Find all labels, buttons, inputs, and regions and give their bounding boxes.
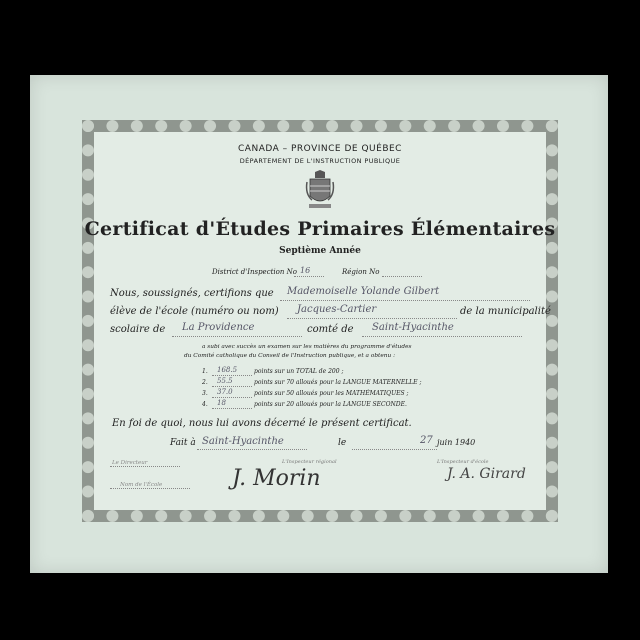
county: Saint-Hyacinthe <box>372 322 454 333</box>
fait-place-line <box>197 449 307 450</box>
county-label: comté de <box>307 324 354 335</box>
header-country: CANADA – PROVINCE DE QUÉBEC <box>238 144 402 154</box>
school-inspector-signature: J. A. Girard <box>447 466 526 482</box>
school-name-label: Nom de l'École <box>120 482 163 488</box>
score-num: 4. <box>202 401 208 408</box>
coat-of-arms-icon <box>304 170 336 212</box>
score-line <box>212 397 252 398</box>
regional-inspector-label: L'Inspecteur régional <box>282 459 337 465</box>
score-value: 37.0 <box>217 388 233 396</box>
director-label: Le Directeur <box>112 460 148 466</box>
certificate-content <box>82 120 558 522</box>
closing-statement: En foi de quoi, nous lui avons décerné le présent certificat. <box>112 418 412 429</box>
district-value: 16 <box>300 266 311 275</box>
region-label: Région No <box>342 268 380 276</box>
score-line <box>212 408 252 409</box>
line1-label: Nous, soussignés, certifions que <box>110 288 274 299</box>
score-num: 1. <box>202 368 208 375</box>
header-department: DÉPARTEMENT DE L'INSTRUCTION PUBLIQUE <box>239 157 401 165</box>
score-value: 55.5 <box>217 377 233 385</box>
school-inspector-label: L'Inspecteur d'école <box>437 459 489 465</box>
school-name: Jacques-Cartier <box>297 304 377 315</box>
exam-text-1: a subi avec succès un examen sur les matières du programme d'études <box>202 344 412 350</box>
line2-suffix: de la municipalité <box>460 306 551 317</box>
date-printed: juin 1940 <box>437 438 476 447</box>
score-text: points sur un TOTAL de 200 ; <box>254 368 344 375</box>
exam-text-2: du Comité catholique du Conseil de l'Instruction publique, et a obtenu : <box>184 353 396 359</box>
region-line <box>382 276 422 277</box>
county-line <box>362 336 522 337</box>
line3-label: scolaire de <box>110 324 166 335</box>
school-name-sig-line <box>110 488 190 489</box>
certificate-subtitle: Septième Année <box>279 246 361 256</box>
district-line <box>294 276 324 277</box>
date-handwritten: 27 <box>420 435 433 446</box>
director-line <box>110 466 180 467</box>
municipality: La Providence <box>182 322 255 333</box>
district-label: District d'Inspection No <box>212 268 297 276</box>
regional-inspector-signature: J. Morin <box>232 466 321 491</box>
score-text: points sur 70 alloués pour la LANGUE MATERNELLE ; <box>254 379 422 386</box>
line2-label: élève de l'école (numéro ou nom) <box>110 306 279 317</box>
score-num: 3. <box>202 390 208 397</box>
score-value: 168.5 <box>217 366 238 374</box>
student-name: Mademoiselle Yolande Gilbert <box>287 286 440 297</box>
school-line <box>287 318 457 319</box>
certificate-title: Certificat d'Études Primaires Élémentaires <box>84 218 556 240</box>
le-label: le <box>338 438 347 448</box>
score-line <box>212 375 252 376</box>
student-name-line <box>280 300 530 301</box>
score-num: 2. <box>202 379 208 386</box>
municipality-line <box>172 336 302 337</box>
score-text: points sur 20 alloués pour la LANGUE SECONDE. <box>254 401 407 408</box>
score-value: 18 <box>217 399 226 407</box>
score-text: points sur 50 alloués pour les MATHÉMATIQUES ; <box>254 390 409 397</box>
fait-label: Fait à <box>170 438 196 448</box>
fait-place: Saint-Hyacinthe <box>202 436 284 447</box>
score-line <box>212 386 252 387</box>
date-line <box>352 449 437 450</box>
